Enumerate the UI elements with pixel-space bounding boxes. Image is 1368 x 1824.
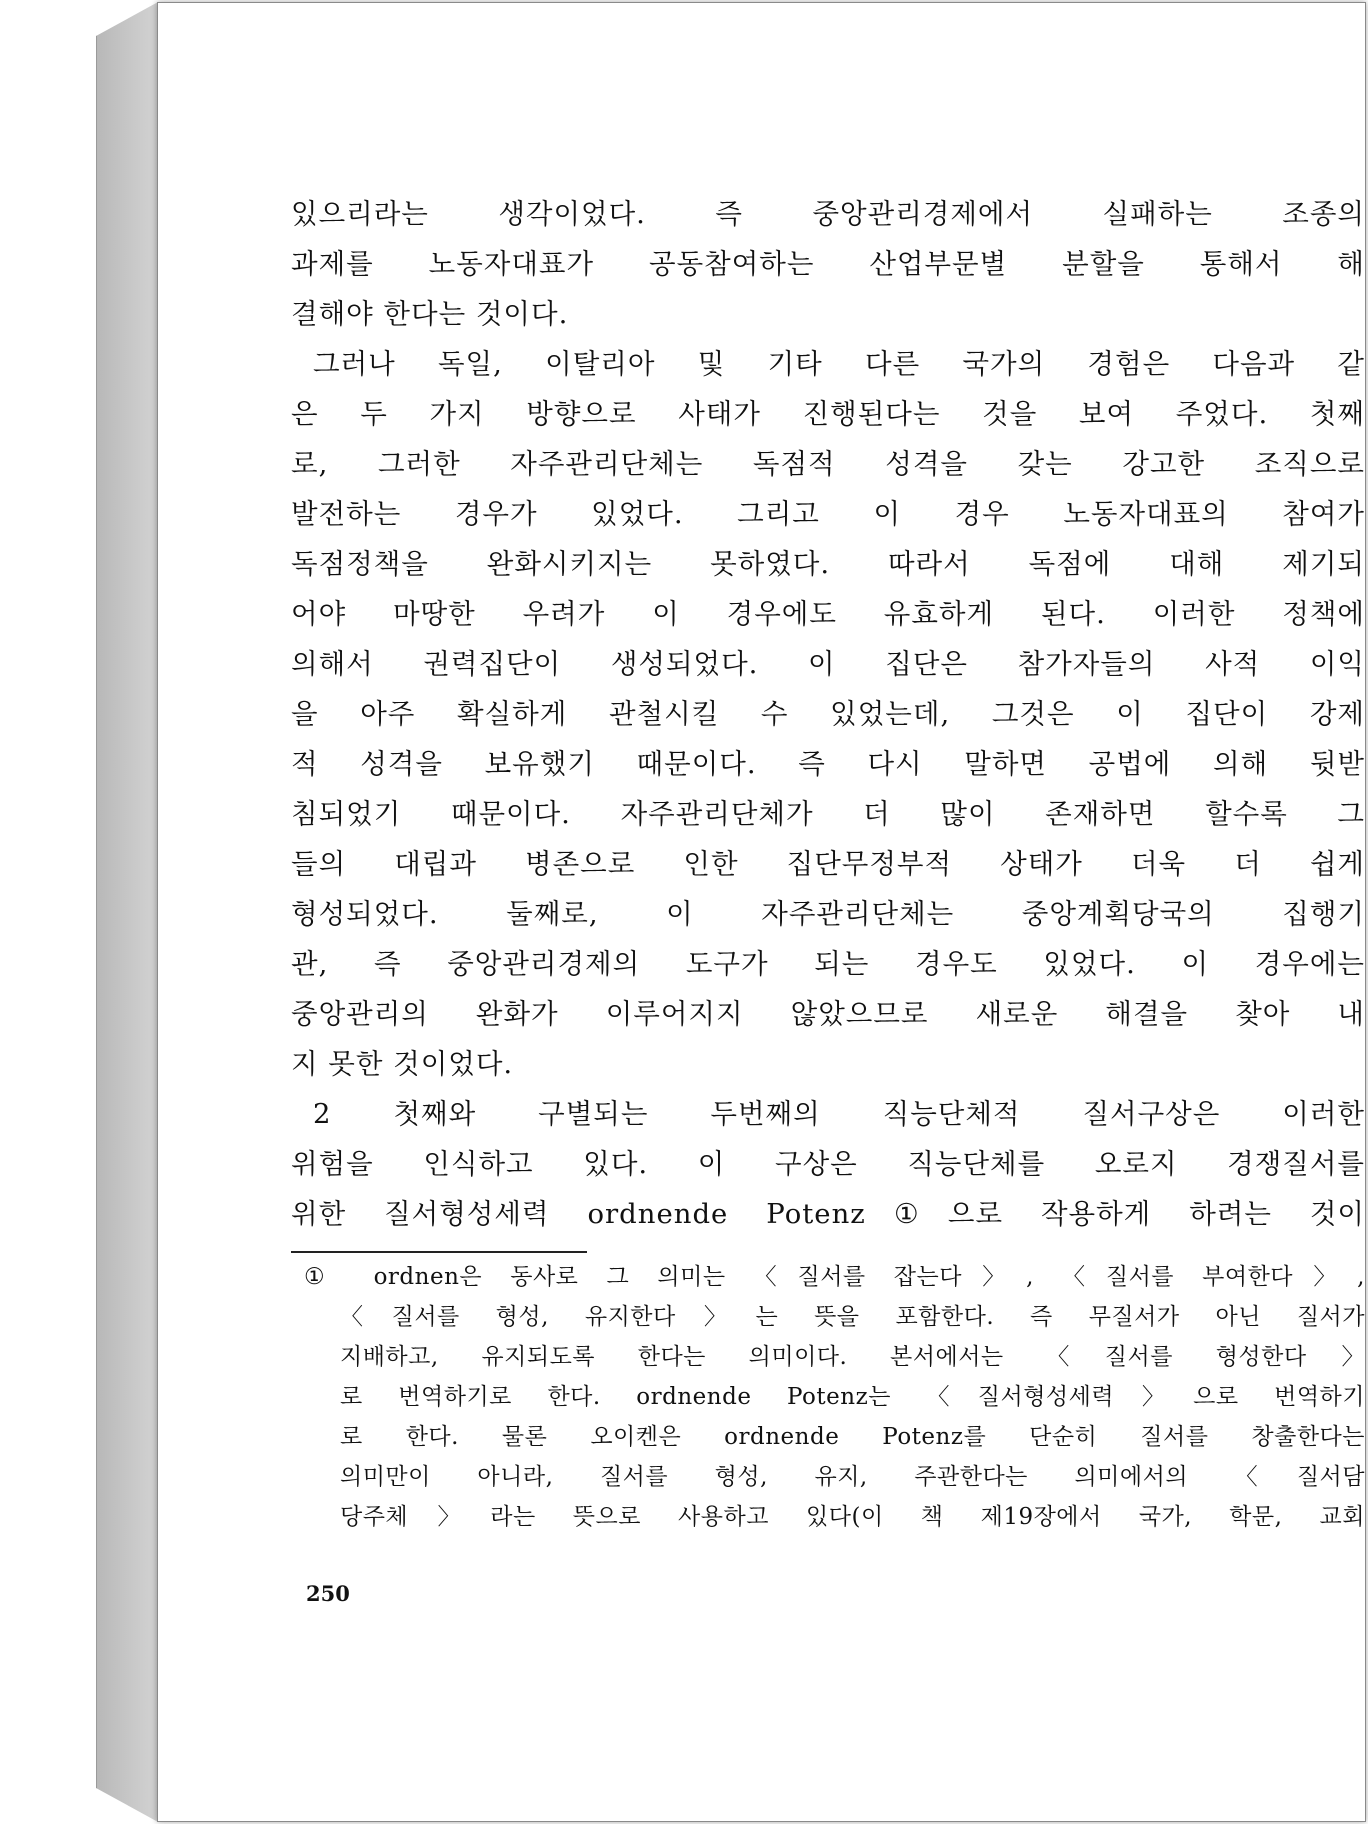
body-line: 침되었기 때문이다. 자주관리단체가 더 많이 존재하면 할수록 그 [291,798,1365,830]
footnote-line: 로 한다. 물론 오이켄은 ordnende Potenz를 단순히 질서를 창출한다는 [340,1424,1365,1450]
body-line: 들의 대립과 병존으로 인한 집단무정부적 상태가 더욱 더 쉽게 [291,848,1365,880]
footnote-line: 의미만이 아니라, 질서를 형성, 유지, 주관한다는 의미에서의 〈질서담 [340,1464,1365,1490]
footnote-divider [291,1251,587,1253]
body-line: 독점정책을 완화시키지는 못하였다. 따라서 독점에 대해 제기되 [291,548,1365,580]
page-number: 250 [306,1581,350,1606]
body-line: 관, 즉 중앙관리경제의 도구가 되는 경우도 있었다. 이 경우에는 [291,948,1365,980]
body-line: 위험을 인식하고 있다. 이 구상은 직능단체를 오로지 경쟁질서를 [291,1148,1365,1180]
body-line: 과제를 노동자대표가 공동참여하는 산업부문별 분할을 통해서 해 [291,248,1365,280]
body-line: 로, 그러한 자주관리단체는 독점적 성격을 갖는 강고한 조직으로 [291,448,1365,480]
body-text [291,189,1365,1239]
footnote-line: 로 번역하기로 한다. ordnende Potenz는 〈질서형성세력〉으로 번역하기 [340,1384,1365,1410]
footnote [304,1257,1365,1537]
book-page [157,2,1366,1822]
body-line: 을 아주 확실하게 관철시킬 수 있었는데, 그것은 이 집단이 강제 [291,698,1365,730]
footnote-line: ① ordnen은 동사로 그 의미는 〈질서를 잡는다〉, 〈질서를 부여한다〉, [304,1264,1365,1290]
body-line: 위한 질서형성세력 ordnende Potenz①으로 작용하게 하려는 것이 [291,1198,1365,1230]
body-line: 결해야 한다는 것이다. [291,298,569,330]
footnote-line: 당주체〉라는 뜻으로 사용하고 있다(이 책 제19장에서 국가, 학문, 교회 [340,1504,1365,1530]
body-line: 의해서 권력집단이 생성되었다. 이 집단은 참가자들의 사적 이익 [291,648,1365,680]
body-line: 중앙관리의 완화가 이루어지지 않았으므로 새로운 해결을 찾아 내 [291,998,1365,1030]
body-line: 있으리라는 생각이었다. 즉 중앙관리경제에서 실패하는 조종의 [291,198,1365,230]
footnote-line: 지배하고, 유지되도록 한다는 의미이다. 본서에서는 〈질서를 형성한다〉 [340,1344,1365,1370]
body-line: 형성되었다. 둘째로, 이 자주관리단체는 중앙계획당국의 집행기 [291,898,1365,930]
body-line: 적 성격을 보유했기 때문이다. 즉 다시 말하면 공법에 의해 뒷받 [291,748,1365,780]
section-start-line: 2 첫째와 구별되는 두번째의 직능단체적 질서구상은 이러한 [313,1098,1365,1130]
book-spine [96,2,159,1822]
footnote-line: 〈질서를 형성, 유지한다〉는 뜻을 포함한다. 즉 무질서가 아닌 질서가 [340,1304,1365,1330]
body-line: 은 두 가지 방향으로 사태가 진행된다는 것을 보여 주었다. 첫째 [291,398,1365,430]
body-line: 어야 마땅한 우려가 이 경우에도 유효하게 된다. 이러한 정책에 [291,598,1365,630]
body-line: 그러나 독일, 이탈리아 및 기타 다른 국가의 경험은 다음과 같 [313,348,1365,380]
body-line: 지 못한 것이었다. [291,1048,514,1080]
body-line: 발전하는 경우가 있었다. 그리고 이 경우 노동자대표의 참여가 [291,498,1365,530]
